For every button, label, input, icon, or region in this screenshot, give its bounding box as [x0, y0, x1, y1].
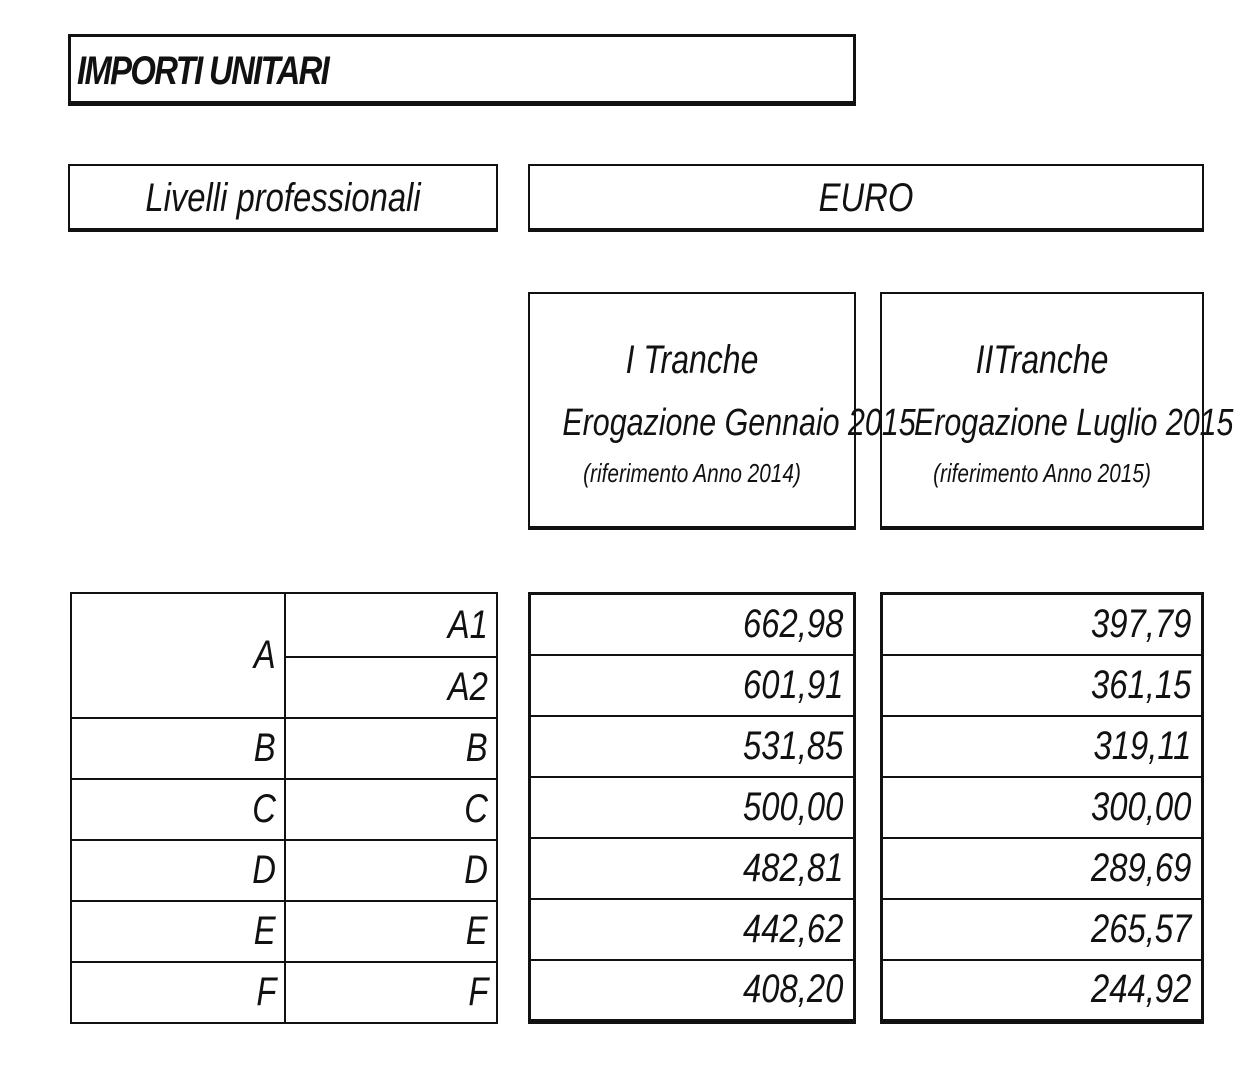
amount-cell: [882, 655, 1203, 716]
table-row: [882, 716, 1203, 777]
table-row: [71, 901, 497, 962]
levels-table: [70, 592, 498, 1024]
table-row: [882, 899, 1203, 960]
tranche-2-values: [880, 592, 1204, 1022]
group-label: A: [254, 633, 276, 677]
table-row: [530, 716, 855, 777]
level-label: C: [464, 787, 488, 831]
page-title: IMPORTI UNITARI: [77, 49, 329, 93]
amount-value: 482,81: [742, 845, 843, 890]
table-row: [530, 777, 855, 838]
group-cell: [71, 779, 285, 840]
group-cell: [71, 962, 285, 1023]
amount-cell: [882, 594, 1203, 655]
amount-value: 408,20: [742, 967, 843, 1012]
group-cell: [71, 593, 285, 718]
table-row: [530, 899, 855, 960]
amount-cell: [882, 960, 1203, 1021]
table-row: [882, 594, 1203, 655]
group-label: E: [254, 909, 276, 953]
amount-value: 244,92: [1090, 967, 1191, 1012]
amount-value: 531,85: [742, 723, 843, 768]
amount-value: 265,57: [1090, 906, 1191, 951]
title-box: [68, 34, 856, 104]
table-row: [71, 593, 497, 657]
level-cell: [285, 779, 497, 840]
group-label: C: [252, 787, 276, 831]
table-row: [71, 962, 497, 1023]
amount-value: 300,00: [1090, 784, 1191, 829]
tranche-1-header: [528, 292, 916, 528]
level-cell: [285, 593, 497, 657]
amount-cell: [530, 594, 855, 655]
level-label: B: [466, 726, 488, 770]
tranche-1-subtitle: Erogazione Gennaio 2015: [562, 402, 916, 444]
amount-cell: [882, 716, 1203, 777]
amount-cell: [530, 777, 855, 838]
tranche-1-title: I Tranche: [625, 338, 759, 382]
level-cell: [285, 718, 497, 779]
amount-value: 289,69: [1090, 845, 1191, 890]
amount-cell: [882, 899, 1203, 960]
tranche-2-reference: (riferimento Anno 2015): [933, 458, 1151, 488]
amount-value: 442,62: [742, 906, 843, 951]
tranche-1-reference: (riferimento Anno 2014): [583, 458, 801, 488]
levels-header: [68, 164, 498, 230]
level-cell: [285, 657, 497, 718]
level-cell: [285, 901, 497, 962]
amount-cell: [530, 838, 855, 899]
table-row: [530, 838, 855, 899]
currency-header: [528, 164, 1204, 230]
levels-header-label: Livelli professionali: [145, 176, 421, 220]
table-row: [71, 718, 497, 779]
level-cell: [285, 840, 497, 901]
group-label: F: [255, 970, 276, 1014]
table-row: [882, 777, 1203, 838]
amount-cell: [882, 777, 1203, 838]
amount-value: 319,11: [1093, 723, 1191, 768]
tranche-1-values: [528, 592, 856, 1022]
amount-cell: [530, 960, 855, 1021]
table-row: [882, 960, 1203, 1021]
group-cell: [71, 901, 285, 962]
tranche-2-header: [880, 292, 1234, 528]
table-row: [530, 960, 855, 1021]
tranche-2-subtitle: Erogazione Luglio 2015: [914, 402, 1234, 444]
level-label: F: [467, 970, 488, 1014]
group-cell: [71, 718, 285, 779]
table-row: [71, 779, 497, 840]
amount-value: 662,98: [742, 601, 843, 646]
level-label: E: [466, 909, 488, 953]
table-row: [71, 840, 497, 901]
amount-value: 601,91: [742, 662, 843, 707]
level-label: A1: [447, 602, 488, 647]
table-row: [530, 594, 855, 655]
table-row: [882, 655, 1203, 716]
amount-value: 500,00: [742, 784, 843, 829]
amount-value: 397,79: [1090, 601, 1191, 646]
tranche-2-title: IITranche: [975, 338, 1109, 382]
level-label: A2: [447, 665, 488, 709]
currency-header-label: EURO: [818, 176, 914, 220]
level-cell: [285, 962, 497, 1023]
group-label: B: [254, 726, 276, 770]
amount-value: 361,15: [1090, 662, 1191, 707]
level-label: D: [464, 848, 488, 892]
group-cell: [71, 840, 285, 901]
group-label: D: [252, 848, 276, 892]
table-row: [530, 655, 855, 716]
amount-cell: [530, 899, 855, 960]
table-row: [882, 838, 1203, 899]
amount-cell: [530, 655, 855, 716]
amount-cell: [530, 716, 855, 777]
amount-cell: [882, 838, 1203, 899]
